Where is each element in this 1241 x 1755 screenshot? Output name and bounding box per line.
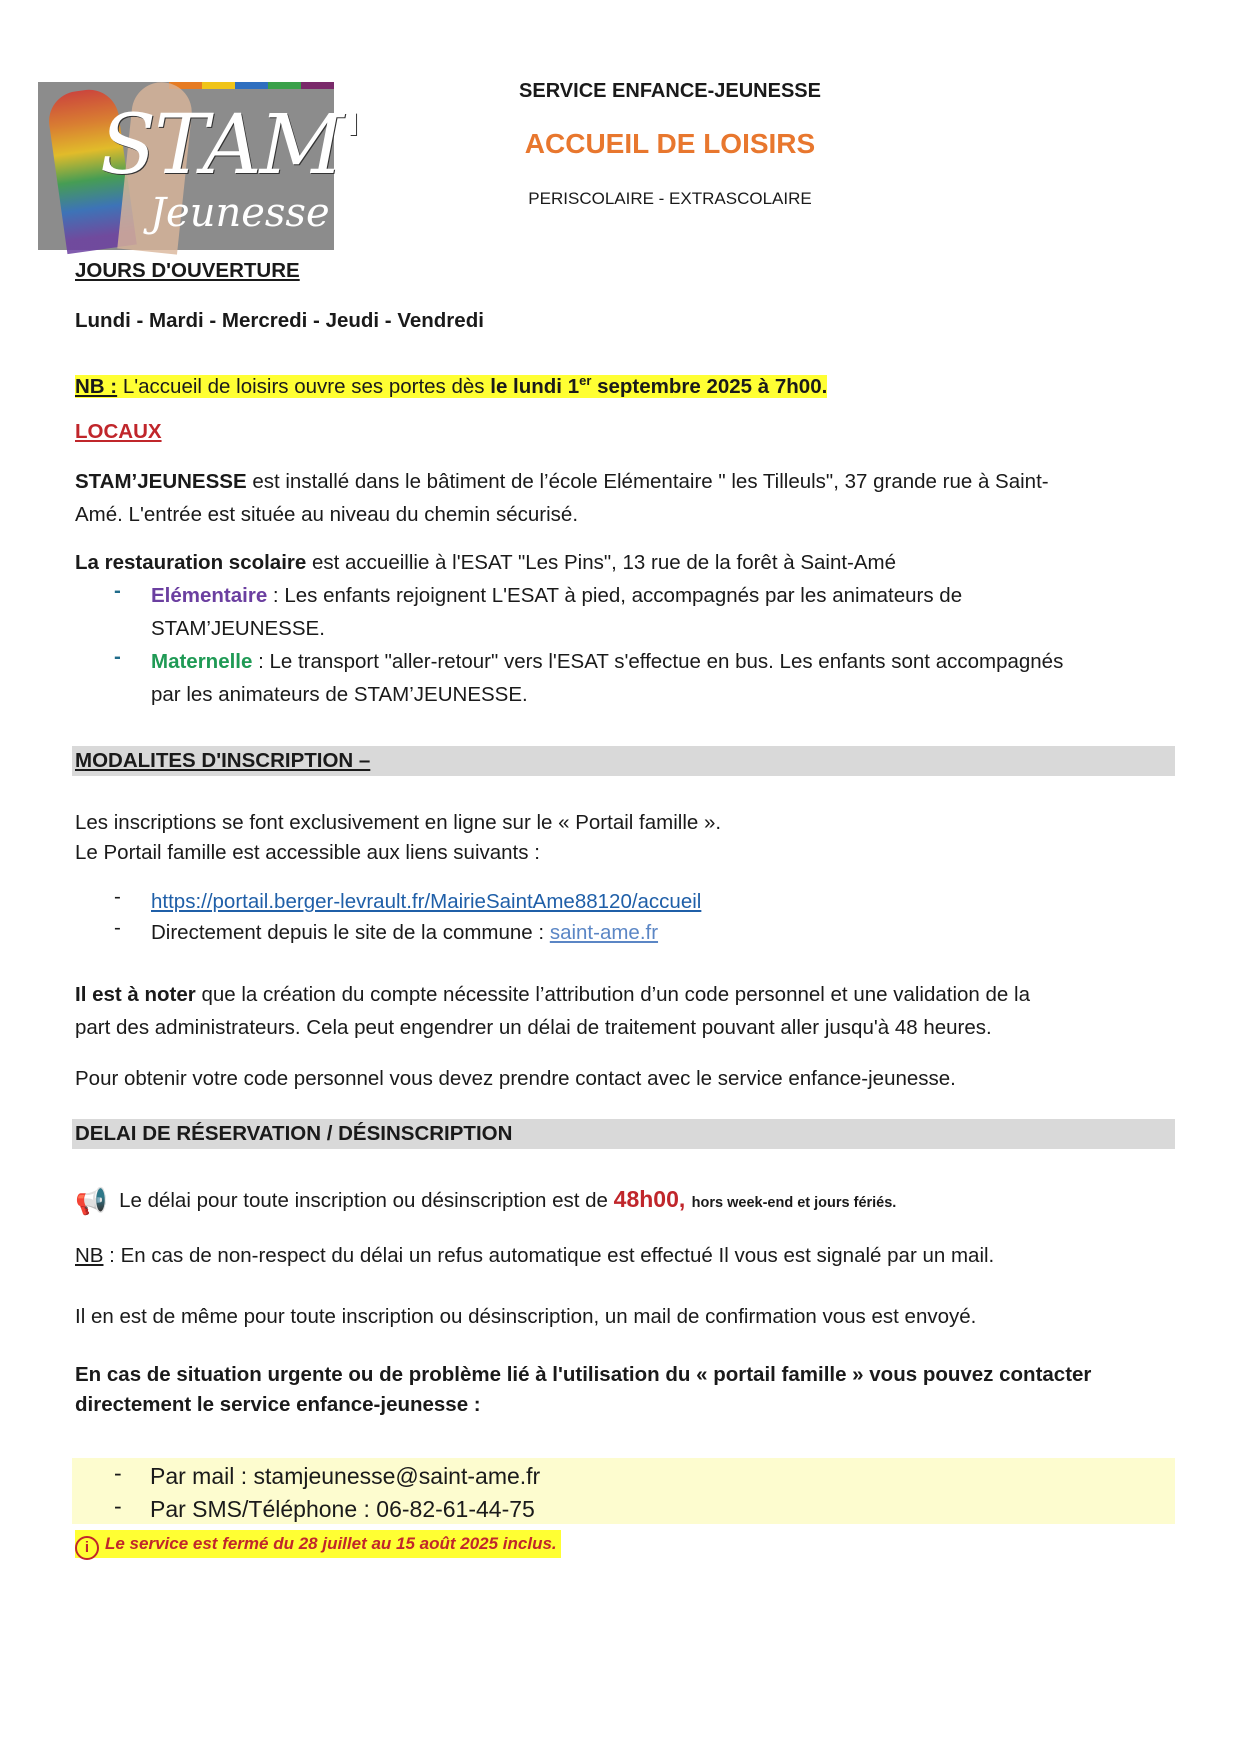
service-name: SERVICE ENFANCE-JEUNESSE [519,80,821,102]
contact-phone: Par SMS/Téléphone : 06-82-61-44-75 [150,1496,535,1522]
logo-color-stripes [169,82,334,89]
list-dash: - [114,645,121,668]
info-icon: i [75,1536,99,1560]
megaphone-icon: 📢 [75,1186,108,1216]
locaux-p1-line2: Amé. L'entrée est située au niveau du chemin sécurisé. [75,503,579,526]
closed-notice: i Le service est fermé du 28 juillet au 15 août 2025 inclus. [75,1530,561,1558]
elementaire-line2: STAM’JEUNESSE. [151,617,325,640]
page-subtitle: PERISCOLAIRE - EXTRASCOLAIRE [528,189,812,208]
elementaire-line1: Elémentaire : Les enfants rejoignent L'ESAT à pied, accompagnés par les animateurs de [151,584,963,607]
list-dash: - [114,579,121,602]
logo-subtitle: Jeunesse [150,190,330,236]
maternelle-line1: Maternelle : Le transport "aller-retour" vers l'ESAT s'effectue en bus. Les enfants sont accompagnés [151,650,1064,673]
nb-date-end: septembre 2025 à 7h00. [591,374,828,398]
inscription-heading-bar [72,746,1175,776]
opening-days: Lundi - Mardi - Mercredi - Jeudi - Vendredi [75,309,484,332]
locaux-heading: LOCAUX [75,420,162,443]
delai-line: 📢 Le délai pour toute inscription ou désinscription est de 48h00, hors week-end et jours fériés. [75,1186,897,1216]
list-dash: - [114,1493,122,1519]
delai-heading-bar [72,1119,1175,1149]
portal-link-row [151,885,701,918]
delai-heading: DELAI DE RÉSERVATION / DÉSINSCRIPTION [75,1122,513,1145]
list-dash: - [114,885,121,908]
delai-exception: hors week-end et jours fériés. [691,1195,897,1211]
locaux-p1-line1: STAM’JEUNESSE est installé dans le bâtiment de l’école Elémentaire " les Tilleuls", 37 grande rue à Saint- [75,470,1049,493]
stam-jeunesse-logo [38,82,363,250]
nb-label: NB : [75,374,118,398]
list-dash: - [114,916,121,939]
nb-sup: er [579,373,592,388]
delai-confirm: Il en est de même pour toute inscription ou désinscription, un mail de confirmation vous est envoyé. [75,1305,977,1328]
inscription-line2: Le Portail famille est accessible aux liens suivants : [75,841,540,864]
contact-mail: Par mail : stamjeunesse@saint-ame.fr [150,1463,541,1489]
note-line2: part des administrateurs. Cela peut engendrer un délai de traitement pouvant aller jusqu'à 48 heures. [75,1016,992,1039]
maternelle-line2: par les animateurs de STAM’JEUNESSE. [151,683,528,706]
commune-link-row: Directement depuis le site de la commune : saint-ame.fr [151,921,659,944]
locaux-p2: La restauration scolaire est accueillie à l'ESAT "Les Pins", 13 rue de la forêt à Saint-Amé [75,551,897,574]
portal-link[interactable]: https://portail.berger-levrault.fr/MairieSaintAme88120/accueil [151,890,702,913]
inscription-heading: MODALITES D'INSCRIPTION – [75,749,371,772]
urgent-line2: directement le service enfance-jeunesse : [75,1393,481,1416]
delai-value: 48h00 [613,1186,679,1212]
code-text: Pour obtenir votre code personnel vous devez prendre contact avec le service enfance-jeunesse. [75,1067,956,1090]
page-title: ACCUEIL DE LOISIRS [524,128,816,159]
logo-title: STAM' [100,98,363,193]
note-line1: Il est à noter que la création du compte nécessite l’attribution d’un code personnel et une validation de la [75,983,1030,1006]
list-dash: - [114,1460,122,1486]
opening-nb [75,364,827,403]
inscription-line1: Les inscriptions se font exclusivement en ligne sur le « Portail famille ». [75,811,722,834]
nb-date: le lundi 1 [490,374,580,398]
opening-heading: JOURS D'OUVERTURE [75,259,300,282]
nb-text: L'accueil de loisirs ouvre ses portes dès [117,374,491,398]
commune-link[interactable]: saint-ame.fr [549,921,659,944]
urgent-line1: En cas de situation urgente ou de problème lié à l'utilisation du « portail famille » vous pouvez contacter [75,1363,1092,1386]
delai-nb: NB : En cas de non-respect du délai un refus automatique est effectué Il vous est signalé par un mail. [75,1244,995,1267]
